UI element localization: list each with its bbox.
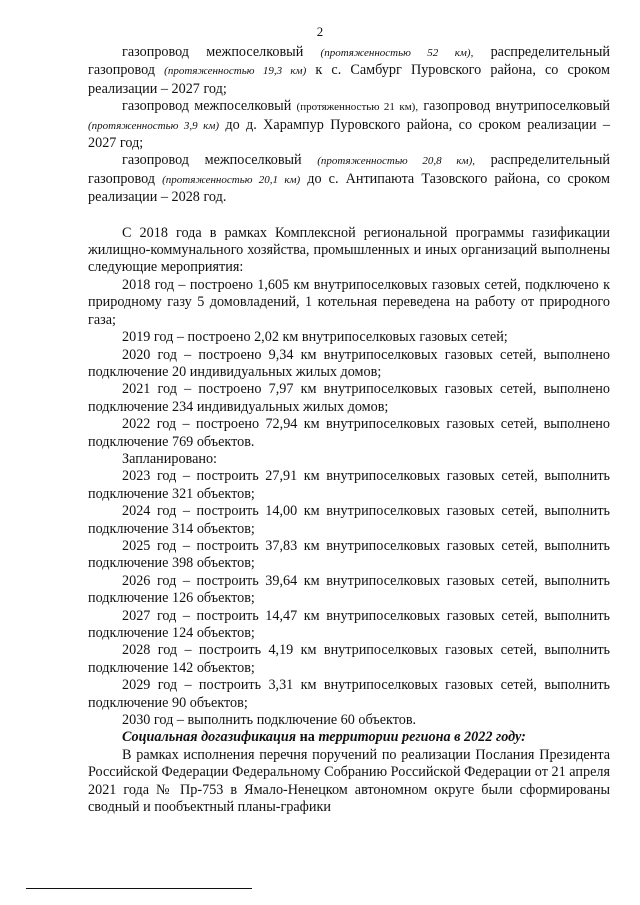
page-number: 2: [316, 24, 324, 39]
year-2029: 2029 год – построить 3,31 км внутрипоселковых газовых сетей, выполнить подключение 90 объектов;: [88, 677, 610, 711]
pipeline-kharampur: газопровод межпоселковый (протяженностью 21 км), газопровод внутрипоселковый (протяженностью 3,9 км) до д. Харампур Пуровского района, со сроком реализации – 2027 год;: [88, 98, 611, 152]
year-2026: 2026 год – построить 39,64 км внутрипоселковых газовых сетей, выполнить подключение 126 объектов;: [88, 572, 610, 607]
year-2022: 2022 год – построено 72,94 км внутрипоселковых газовых сетей, выполнено подключение 769 объектов.: [88, 416, 610, 450]
year-2021: 2021 год – построено 7,97 км внутрипоселковых газовых сетей, выполнено подключение 234 индивидуальных жилых домов;: [88, 381, 610, 415]
pipeline-samburg: газопровод межпоселковый (протяженностью 52 км), распределительный газопровод (протяженностью 19,3 км) к с. Самбург Пуровского района, со сроком реализации – 2027 год;: [88, 44, 610, 97]
year-2020: 2020 год – построено 9,34 км внутрипоселковых газовых сетей, выполнено подключение 20 индивидуальных жилых домов;: [88, 346, 610, 380]
year-2018: 2018 год – построено 1,605 км внутрипоселковых газовых сетей, подключено к природному газу 5 домовладений, 1 котельная переведена на работу от природного газа;: [88, 276, 610, 328]
year-2024: 2024 год – построить 14,00 км внутрипоселковых газовых сетей, выполнить подключение 314 объектов;: [88, 503, 610, 537]
year-2025: 2025 год – построить 37,83 км внутрипоселковых газовых сетей, выполнить подключение 398 объектов;: [88, 537, 610, 572]
planned-label: Запланировано:: [122, 450, 217, 467]
footnote-divider: [26, 888, 252, 889]
closing-paragraph: В рамках исполнения перечня поручений по реализации Послания Президента Российской Федерации Федеральному Собранию Российской Федерации от 21 апреля 2021 года № Пр-753 в Ямало-Ненецком автономном округе были сформированы сводный и пообъектный планы-графики: [88, 746, 610, 816]
program-intro: С 2018 года в рамках Комплексной региональной программы газификации жилищно-коммунального хозяйства, промышленных и иных организаций выполнены следующие мероприятия:: [88, 224, 610, 276]
year-2019: 2019 год – построено 2,02 км внутрипоселковых газовых сетей;: [122, 329, 508, 346]
year-2027: 2027 год – построить 14,47 км внутрипоселковых газовых сетей, выполнить подключение 124 объектов;: [88, 607, 610, 641]
document-body: [88, 44, 610, 816]
year-2023: 2023 год – построить 27,91 км внутрипоселковых газовых сетей, выполнить подключение 321 объектов;: [88, 468, 610, 502]
pipeline-antipayuta: газопровод межпоселковый (протяженностью 20,8 км), распределительный газопровод (протяженностью 20,1 км) до с. Антипаюта Тазовского района, со сроком реализации – 2028 год.: [88, 152, 611, 206]
year-2028: 2028 год – построить 4,19 км внутрипоселковых газовых сетей, выполнить подключение 142 объектов;: [88, 642, 610, 676]
section-heading: Социальная догазификация на территории региона в 2022 году:: [122, 729, 526, 746]
year-2030: 2030 год – выполнить подключение 60 объектов.: [122, 712, 417, 729]
